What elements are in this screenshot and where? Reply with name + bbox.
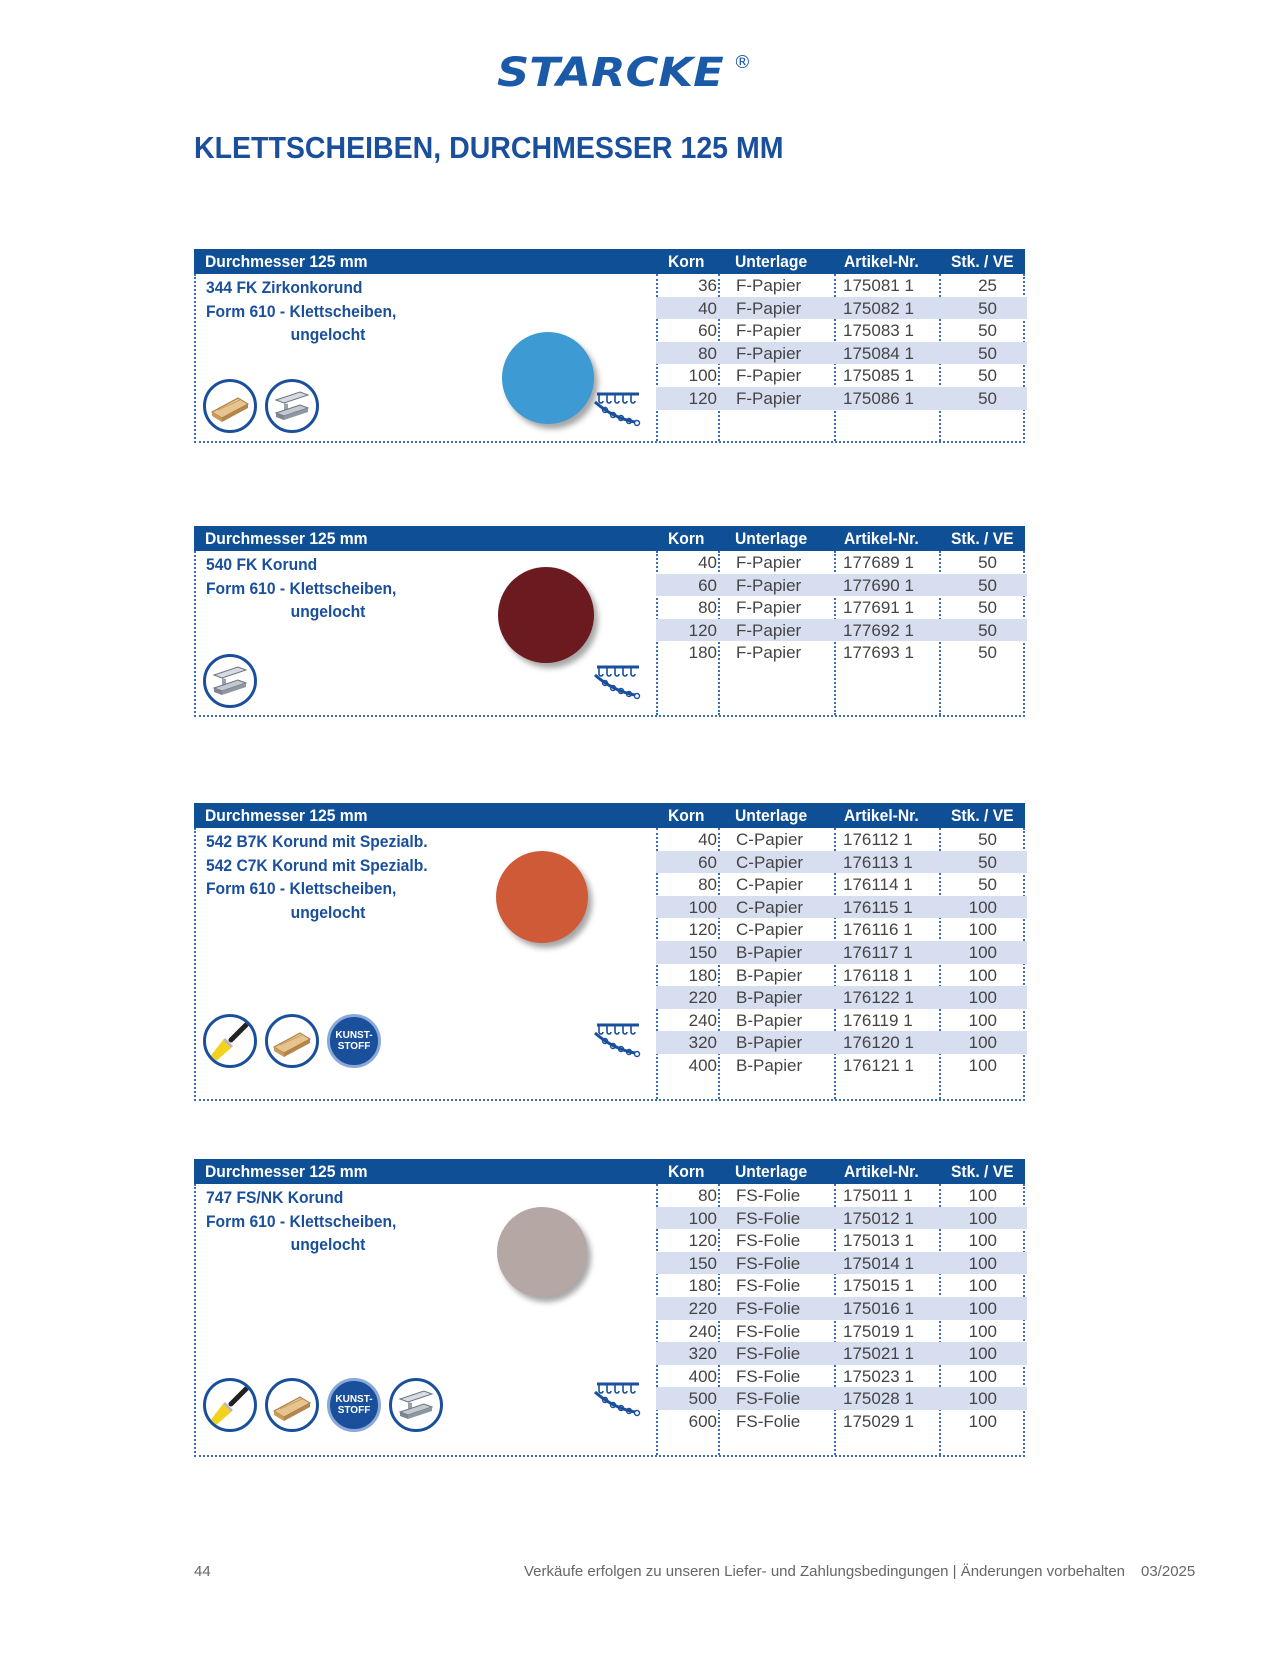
- kunststoff-label: KUNST-STOFF: [335, 1394, 373, 1416]
- unterlage-cell: B-Papier: [736, 942, 803, 962]
- unterlage-cell: C-Papier: [736, 852, 804, 872]
- sanding-disc-image: [496, 851, 588, 943]
- unterlage-cell: B-Papier: [736, 965, 803, 985]
- header-artikel-nr: Artikel-Nr.: [844, 529, 919, 548]
- korn-cell: 150: [688, 942, 717, 962]
- description-line: Form 610 - Klettscheiben,: [206, 1211, 397, 1231]
- stk-ve-cell: 100: [968, 1208, 997, 1228]
- stk-ve-cell: 100: [968, 1253, 997, 1273]
- steel-beam-icon: [389, 1378, 443, 1432]
- unterlage-cell: C-Papier: [736, 875, 804, 895]
- table-row: [656, 1252, 1027, 1275]
- unterlage-cell: C-Papier: [736, 920, 804, 940]
- kunststoff-label: KUNST-STOFF: [335, 1030, 373, 1052]
- table-row: [656, 574, 1027, 597]
- table-row: [656, 274, 1027, 297]
- header-unterlage: Unterlage: [735, 1162, 808, 1181]
- artikel-nr-cell: 176122 1: [843, 988, 914, 1008]
- table-header: [194, 526, 1025, 551]
- unterlage-cell: FS-Folie: [736, 1411, 801, 1431]
- artikel-nr-cell: 176117 1: [843, 942, 913, 962]
- product-description: [206, 276, 413, 347]
- table-row: [656, 1207, 1027, 1230]
- korn-cell: 180: [688, 643, 717, 663]
- korn-cell: 180: [688, 1276, 717, 1296]
- korn-cell: 400: [688, 1366, 717, 1386]
- table-row: [656, 342, 1027, 365]
- table-row: [656, 1054, 1027, 1077]
- artikel-nr-cell: 176120 1: [843, 1033, 914, 1053]
- product-description: [206, 830, 447, 924]
- header-title: Durchmesser 125 mm: [205, 806, 368, 825]
- header-title: Durchmesser 125 mm: [205, 252, 368, 271]
- artikel-nr-cell: 176116 1: [843, 920, 913, 940]
- description-line: 542 C7K Korund mit Spezialb.: [206, 855, 428, 875]
- header-stk-ve: Stk. / VE: [951, 252, 1014, 271]
- description-line: ungelocht: [290, 325, 366, 344]
- application-icons: [203, 654, 257, 708]
- stk-ve-cell: 100: [968, 1010, 997, 1030]
- korn-cell: 100: [688, 897, 717, 917]
- velcro-hook-icon: [593, 1021, 645, 1061]
- table-header: [194, 249, 1025, 274]
- table-row: [656, 1184, 1027, 1207]
- korn-cell: 600: [688, 1411, 717, 1431]
- unterlage-cell: B-Papier: [736, 1033, 803, 1053]
- unterlage-cell: B-Papier: [736, 1055, 803, 1075]
- artikel-nr-cell: 175083 1: [843, 321, 914, 341]
- unterlage-cell: B-Papier: [736, 1010, 803, 1030]
- stk-ve-cell: 100: [968, 1298, 997, 1318]
- starcke-logo: [497, 50, 751, 96]
- artikel-nr-cell: 175013 1: [843, 1231, 914, 1251]
- table-row: [656, 1297, 1027, 1320]
- sanding-disc-image: [497, 1207, 587, 1297]
- stk-ve-cell: 50: [978, 321, 997, 341]
- korn-cell: 220: [688, 1298, 717, 1318]
- table-body: [194, 551, 1025, 717]
- velcro-hook-icon: [593, 663, 645, 703]
- table-row: [656, 364, 1027, 387]
- table-row: [656, 851, 1027, 874]
- unterlage-cell: FS-Folie: [736, 1298, 801, 1318]
- artikel-nr-cell: 177689 1: [843, 553, 914, 572]
- artikel-nr-cell: 175014 1: [843, 1253, 914, 1273]
- unterlage-cell: F-Papier: [736, 276, 802, 295]
- kunststoff-icon: [327, 1014, 381, 1068]
- description-line: ungelocht: [290, 902, 366, 922]
- artikel-nr-cell: 175012 1: [843, 1208, 914, 1228]
- korn-cell: 400: [688, 1055, 717, 1075]
- table-row: [656, 596, 1027, 619]
- product-table: [194, 526, 1025, 717]
- stk-ve-cell: 100: [968, 1186, 997, 1205]
- unterlage-cell: F-Papier: [736, 575, 802, 595]
- unterlage-cell: B-Papier: [736, 988, 803, 1008]
- artikel-nr-cell: 175016 1: [843, 1298, 914, 1318]
- unterlage-cell: F-Papier: [736, 620, 802, 640]
- application-icons: [203, 1014, 381, 1068]
- unterlage-cell: F-Papier: [736, 321, 802, 341]
- table-row: [656, 619, 1027, 642]
- table-row: [656, 941, 1027, 964]
- artikel-nr-cell: 175086 1: [843, 388, 914, 408]
- header-stk-ve: Stk. / VE: [951, 1162, 1014, 1181]
- sanding-disc-image: [502, 332, 594, 424]
- header-title: Durchmesser 125 mm: [205, 529, 368, 548]
- wood-icon: [265, 1014, 319, 1068]
- korn-cell: 120: [688, 920, 717, 940]
- header-korn: Korn: [668, 1162, 705, 1181]
- korn-cell: 120: [688, 620, 717, 640]
- table-row: [656, 1320, 1027, 1343]
- table-row: [656, 387, 1027, 410]
- table-body: [194, 1184, 1025, 1457]
- korn-cell: 100: [688, 366, 717, 386]
- table-row: [656, 297, 1027, 320]
- korn-cell: 500: [688, 1389, 717, 1409]
- artikel-nr-cell: 175015 1: [843, 1276, 914, 1296]
- table-row: [656, 1009, 1027, 1032]
- unterlage-cell: F-Papier: [736, 366, 802, 386]
- unterlage-cell: FS-Folie: [736, 1231, 801, 1251]
- stk-ve-cell: 100: [968, 1231, 997, 1251]
- table-row: [656, 1387, 1027, 1410]
- stk-ve-cell: 50: [978, 875, 997, 895]
- table-row: [656, 828, 1027, 851]
- artikel-nr-cell: 175021 1: [843, 1344, 914, 1364]
- stk-ve-cell: 100: [968, 897, 997, 917]
- stk-ve-cell: 50: [978, 575, 997, 595]
- korn-cell: 36: [698, 276, 717, 295]
- table-header: [194, 1159, 1025, 1184]
- unterlage-cell: F-Papier: [736, 298, 802, 318]
- table-row: [656, 1410, 1027, 1433]
- korn-cell: 80: [698, 875, 717, 895]
- table-row: [656, 551, 1027, 574]
- description-line: 344 FK Zirkonkorund: [206, 278, 363, 297]
- page-title: KLETTSCHEIBEN, DURCHMESSER 125 MM: [194, 130, 784, 165]
- header-artikel-nr: Artikel-Nr.: [844, 252, 919, 271]
- table-rows: [656, 1184, 1027, 1433]
- stk-ve-cell: 100: [968, 1344, 997, 1364]
- unterlage-cell: FS-Folie: [736, 1366, 801, 1386]
- page-number: 44: [194, 1563, 211, 1580]
- unterlage-cell: F-Papier: [736, 598, 802, 618]
- product-table: [194, 249, 1025, 443]
- korn-cell: 120: [688, 388, 717, 408]
- table-row: [656, 319, 1027, 342]
- header-korn: Korn: [668, 529, 705, 548]
- unterlage-cell: C-Papier: [736, 830, 804, 849]
- stk-ve-cell: 50: [978, 388, 997, 408]
- stk-ve-cell: 100: [968, 942, 997, 962]
- table-row: [656, 1342, 1027, 1365]
- korn-cell: 40: [698, 553, 717, 572]
- steel-beam-icon: [203, 654, 257, 708]
- table-row: [656, 1229, 1027, 1252]
- artikel-nr-cell: 175081 1: [843, 276, 914, 295]
- table-rows: [656, 551, 1027, 664]
- artikel-nr-cell: 175023 1: [843, 1366, 914, 1386]
- artikel-nr-cell: 175028 1: [843, 1389, 914, 1409]
- table-row: [656, 1274, 1027, 1297]
- table-row: [656, 896, 1027, 919]
- description-line: ungelocht: [290, 602, 366, 621]
- artikel-nr-cell: 176119 1: [843, 1010, 913, 1030]
- artikel-nr-cell: 175029 1: [843, 1411, 914, 1431]
- stk-ve-cell: 100: [968, 920, 997, 940]
- product-description: [206, 1186, 413, 1257]
- artikel-nr-cell: 175084 1: [843, 343, 914, 363]
- table-row: [656, 918, 1027, 941]
- stk-ve-cell: 25: [978, 276, 997, 295]
- product-description: [206, 553, 413, 624]
- description-line: 542 B7K Korund mit Spezialb.: [206, 832, 428, 851]
- description-line: 540 FK Korund: [206, 555, 318, 574]
- header-title: Durchmesser 125 mm: [205, 1162, 368, 1181]
- header-korn: Korn: [668, 806, 705, 825]
- korn-cell: 80: [698, 1186, 717, 1205]
- header-artikel-nr: Artikel-Nr.: [844, 1162, 919, 1181]
- table-body: [194, 274, 1025, 443]
- unterlage-cell: FS-Folie: [736, 1344, 801, 1364]
- korn-cell: 100: [688, 1208, 717, 1228]
- artikel-nr-cell: 176115 1: [843, 897, 913, 917]
- unterlage-cell: FS-Folie: [736, 1276, 801, 1296]
- description-line: Form 610 - Klettscheiben,: [206, 879, 397, 898]
- header-unterlage: Unterlage: [735, 252, 808, 271]
- sanding-disc-image: [498, 567, 594, 663]
- artikel-nr-cell: 177692 1: [843, 620, 914, 640]
- stk-ve-cell: 50: [978, 366, 997, 386]
- korn-cell: 320: [688, 1344, 717, 1364]
- header-stk-ve: Stk. / VE: [951, 806, 1014, 825]
- stk-ve-cell: 100: [968, 1321, 997, 1341]
- artikel-nr-cell: 177690 1: [843, 575, 914, 595]
- table-rows: [656, 828, 1027, 1077]
- unterlage-cell: FS-Folie: [736, 1208, 801, 1228]
- korn-cell: 60: [698, 575, 717, 595]
- steel-beam-icon: [265, 379, 319, 433]
- header-korn: Korn: [668, 252, 705, 271]
- korn-cell: 40: [698, 298, 717, 318]
- description-line: Form 610 - Klettscheiben,: [206, 301, 397, 321]
- korn-cell: 120: [688, 1231, 717, 1251]
- stk-ve-cell: 100: [968, 1276, 997, 1296]
- velcro-hook-icon: [593, 390, 645, 430]
- artikel-nr-cell: 175019 1: [843, 1321, 914, 1341]
- korn-cell: 60: [698, 321, 717, 341]
- artikel-nr-cell: 176112 1: [843, 830, 913, 849]
- unterlage-cell: F-Papier: [736, 343, 802, 363]
- table-row: [656, 873, 1027, 896]
- product-table: [194, 1159, 1025, 1457]
- description-line: Form 610 - Klettscheiben,: [206, 578, 397, 598]
- paint-brush-icon: [203, 1014, 257, 1068]
- header-unterlage: Unterlage: [735, 529, 808, 548]
- unterlage-cell: F-Papier: [736, 388, 802, 408]
- stk-ve-cell: 100: [968, 1411, 997, 1431]
- description-line: ungelocht: [290, 1235, 366, 1254]
- table-body: [194, 828, 1025, 1101]
- application-icons: [203, 379, 319, 433]
- stk-ve-cell: 50: [978, 553, 997, 572]
- header-unterlage: Unterlage: [735, 806, 808, 825]
- korn-cell: 150: [688, 1253, 717, 1273]
- stk-ve-cell: 50: [978, 343, 997, 363]
- korn-cell: 240: [688, 1010, 717, 1030]
- stk-ve-cell: 50: [978, 598, 997, 618]
- table-row: [656, 1365, 1027, 1388]
- table-row: [656, 1031, 1027, 1054]
- stk-ve-cell: 50: [978, 852, 997, 872]
- stk-ve-cell: 50: [978, 620, 997, 640]
- unterlage-cell: F-Papier: [736, 643, 802, 663]
- korn-cell: 220: [688, 988, 717, 1008]
- unterlage-cell: C-Papier: [736, 897, 804, 917]
- stk-ve-cell: 100: [968, 1366, 997, 1386]
- footer-note: Verkäufe erfolgen zu unseren Liefer- und Zahlungsbedingungen | Änderungen vorbehalten: [524, 1563, 1126, 1580]
- stk-ve-cell: 100: [968, 1033, 997, 1053]
- unterlage-cell: FS-Folie: [736, 1321, 801, 1341]
- artikel-nr-cell: 175011 1: [843, 1186, 913, 1205]
- velcro-hook-icon: [593, 1380, 645, 1420]
- stk-ve-cell: 100: [968, 965, 997, 985]
- korn-cell: 240: [688, 1321, 717, 1341]
- table-row: [656, 641, 1027, 664]
- paint-brush-icon: [203, 1378, 257, 1432]
- unterlage-cell: F-Papier: [736, 553, 802, 572]
- table-row: [656, 986, 1027, 1009]
- description-line: 747 FS/NK Korund: [206, 1188, 344, 1207]
- unterlage-cell: FS-Folie: [736, 1186, 801, 1205]
- artikel-nr-cell: 177691 1: [843, 598, 914, 618]
- stk-ve-cell: 50: [978, 830, 997, 849]
- artikel-nr-cell: 176121 1: [843, 1055, 914, 1075]
- wood-icon: [265, 1378, 319, 1432]
- footer-date: 03/2025: [1141, 1563, 1196, 1580]
- artikel-nr-cell: 176114 1: [843, 875, 913, 895]
- header-artikel-nr: Artikel-Nr.: [844, 806, 919, 825]
- logo-text: STARCKE: [497, 50, 724, 96]
- korn-cell: 60: [698, 852, 717, 872]
- header-stk-ve: Stk. / VE: [951, 529, 1014, 548]
- table-row: [656, 964, 1027, 987]
- table-header: [194, 803, 1025, 828]
- korn-cell: 80: [698, 343, 717, 363]
- unterlage-cell: FS-Folie: [736, 1389, 801, 1409]
- stk-ve-cell: 50: [978, 643, 997, 663]
- unterlage-cell: FS-Folie: [736, 1253, 801, 1273]
- korn-cell: 80: [698, 598, 717, 618]
- stk-ve-cell: 50: [978, 298, 997, 318]
- korn-cell: 180: [688, 965, 717, 985]
- kunststoff-icon: [327, 1378, 381, 1432]
- korn-cell: 320: [688, 1033, 717, 1053]
- artikel-nr-cell: 175082 1: [843, 298, 914, 318]
- stk-ve-cell: 100: [968, 988, 997, 1008]
- artikel-nr-cell: 176113 1: [843, 852, 913, 872]
- table-rows: [656, 274, 1027, 410]
- product-table: [194, 803, 1025, 1101]
- wood-icon: [203, 379, 257, 433]
- artikel-nr-cell: 177693 1: [843, 643, 914, 663]
- stk-ve-cell: 100: [968, 1055, 997, 1075]
- application-icons: [203, 1378, 443, 1432]
- stk-ve-cell: 100: [968, 1389, 997, 1409]
- registered-mark: ®: [733, 52, 752, 73]
- artikel-nr-cell: 176118 1: [843, 965, 913, 985]
- artikel-nr-cell: 175085 1: [843, 366, 914, 386]
- korn-cell: 40: [698, 830, 717, 849]
